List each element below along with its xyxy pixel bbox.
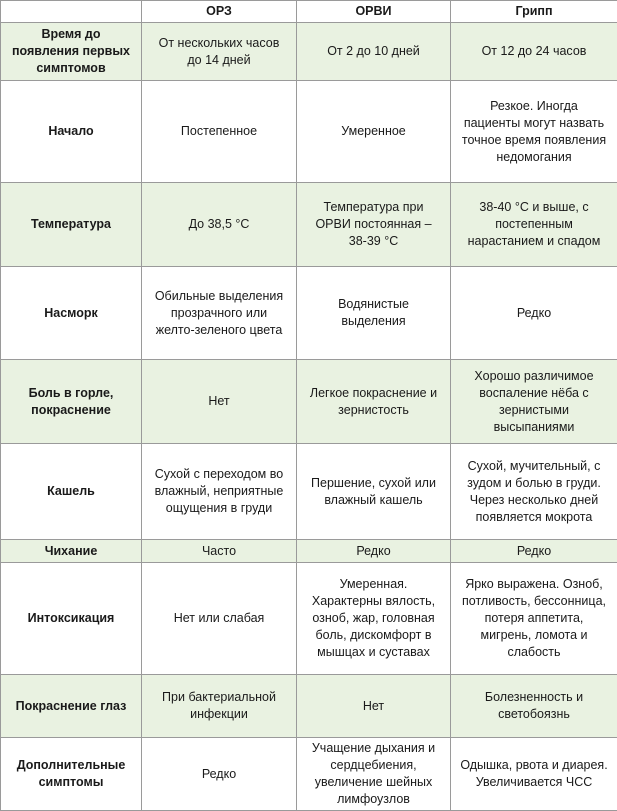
cell-orvi: Умеренная. Характерны вялость, озноб, жар, головная боль, дискомфорт в мышцах и суставах — [297, 563, 451, 675]
table-row — [1, 563, 617, 675]
table-row — [1, 675, 617, 738]
row-label: Насморк — [1, 267, 142, 360]
cell-orvi: От 2 до 10 дней — [297, 23, 451, 81]
row-label: Время до появления первых симптомов — [1, 23, 142, 81]
cell-orvi: Першение, сухой или влажный кашель — [297, 444, 451, 540]
table-row — [1, 81, 617, 183]
header-row — [1, 1, 617, 23]
table-row — [1, 23, 617, 81]
row-label: Чихание — [1, 540, 142, 563]
cell-orvi: Учащение дыхания и сердцебиения, увеличение шейных лимфоузлов — [297, 738, 451, 811]
cell-orvi: Легкое покраснение и зернистость — [297, 360, 451, 444]
row-label: Боль в горле, покраснение — [1, 360, 142, 444]
cell-gripp: От 12 до 24 часов — [451, 23, 617, 81]
cell-gripp: 38-40 °С и выше, с постепенным нарастанием и спадом — [451, 183, 617, 267]
row-label: Начало — [1, 81, 142, 183]
cell-orz: Постепенное — [142, 81, 297, 183]
cell-orz: Часто — [142, 540, 297, 563]
table-row — [1, 183, 617, 267]
row-label: Покраснение глаз — [1, 675, 142, 738]
row-label: Температура — [1, 183, 142, 267]
cell-orz: Нет или слабая — [142, 563, 297, 675]
cell-orvi: Водянистые выделения — [297, 267, 451, 360]
cell-gripp: Редко — [451, 267, 617, 360]
cell-gripp: Хорошо различимое воспаление нёба с зернистыми высыпаниями — [451, 360, 617, 444]
cell-gripp: Сухой, мучительный, с зудом и болью в груди. Через несколько дней появляется мокрота — [451, 444, 617, 540]
table-row — [1, 267, 617, 360]
column-header-orz: ОРЗ — [142, 1, 297, 23]
column-header-gripp: Грипп — [451, 1, 617, 23]
cell-gripp: Болезненность и светобоязнь — [451, 675, 617, 738]
row-label: Интоксикация — [1, 563, 142, 675]
cell-orz: Нет — [142, 360, 297, 444]
column-header-orvi: ОРВИ — [297, 1, 451, 23]
table-row — [1, 360, 617, 444]
cell-gripp: Ярко выражена. Озноб, потливость, бессонница, потеря аппетита, мигрень, ломота и слабость — [451, 563, 617, 675]
cell-orz: От нескольких часов до 14 дней — [142, 23, 297, 81]
cell-orvi: Редко — [297, 540, 451, 563]
cell-orz: До 38,5 °С — [142, 183, 297, 267]
row-label: Кашель — [1, 444, 142, 540]
cell-gripp: Резкое. Иногда пациенты могут назвать точное время появления недомогания — [451, 81, 617, 183]
cell-gripp: Одышка, рвота и диарея. Увеличивается ЧСС — [451, 738, 617, 811]
table-row — [1, 540, 617, 563]
cell-orz: Сухой с переходом во влажный, неприятные ощущения в груди — [142, 444, 297, 540]
cell-orz: Обильные выделения прозрачного или желто-зеленого цвета — [142, 267, 297, 360]
cell-orz: При бактериальной инфекции — [142, 675, 297, 738]
table-row — [1, 444, 617, 540]
corner-cell — [1, 1, 142, 23]
cell-orvi: Температура при ОРВИ постоянная – 38-39 °С — [297, 183, 451, 267]
cell-orvi: Нет — [297, 675, 451, 738]
cell-gripp: Редко — [451, 540, 617, 563]
row-label: Дополнительные симптомы — [1, 738, 142, 811]
cell-orz: Редко — [142, 738, 297, 811]
cell-orvi: Умеренное — [297, 81, 451, 183]
